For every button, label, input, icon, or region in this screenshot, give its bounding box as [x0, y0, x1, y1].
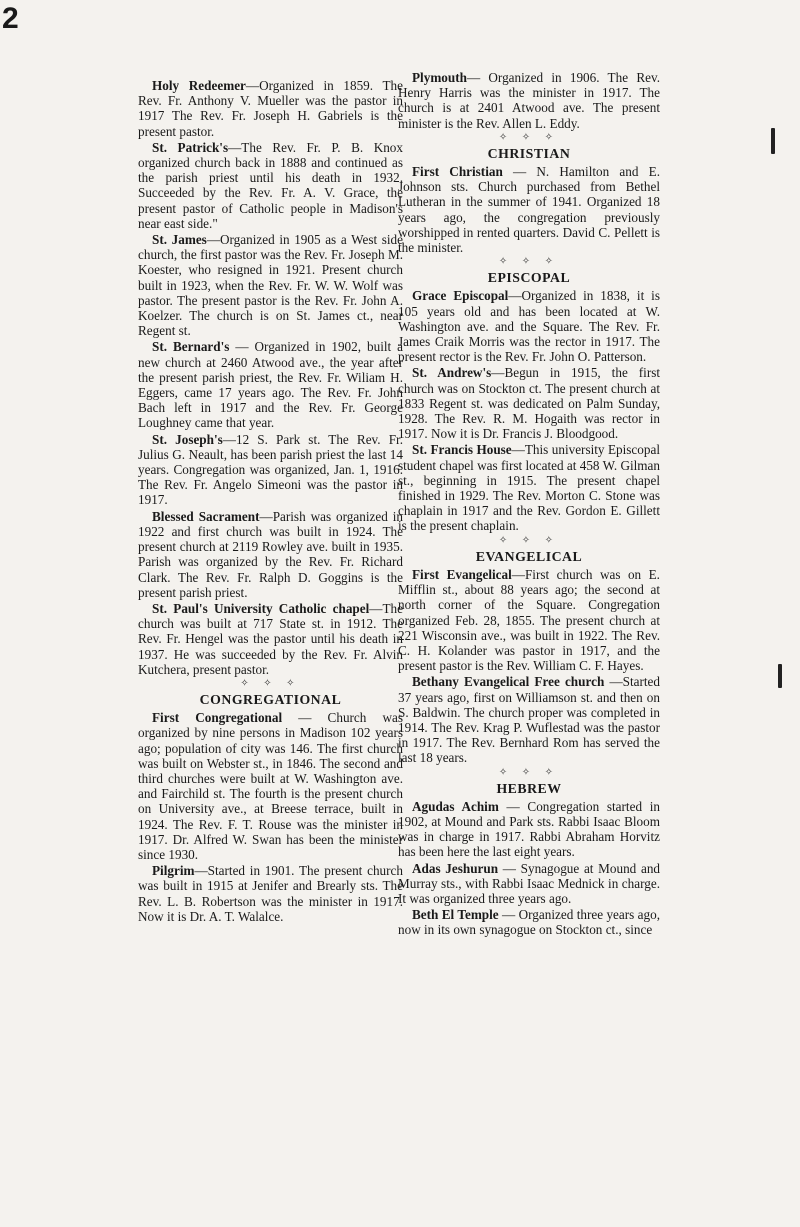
church-name: Holy Redeemer	[152, 78, 246, 93]
church-description: —12 S. Park st. The Rev. Fr. Julius G. Neault, has been parish priest the last 14 years. Congregation was organized, Jan. 1, 1916. The Rev. Fr. Angelo Simeoni was the pastor in 1917.	[138, 431, 403, 508]
church-entry	[398, 288, 660, 364]
church-name: St. Joseph's	[152, 431, 223, 447]
section-divider: ✧ ✧ ✧	[498, 766, 560, 778]
church-entry	[138, 339, 403, 430]
section-divider: ✧ ✧ ✧	[498, 131, 560, 143]
church-name: Grace Episcopal	[412, 288, 509, 304]
church-entry	[398, 442, 660, 533]
church-entry	[398, 567, 660, 673]
church-description: — Synagogue at Mound and Murray sts., with Rabbi Isaac Mednick in charge. It was organized three years ago.	[398, 860, 661, 906]
church-name: St. Andrew's	[412, 365, 492, 381]
edge-mark-bottom	[778, 664, 782, 688]
church-description: —This university Episcopal student chapel was first located at 458 W. Gilman st., beginning in 1915. The present chapel finished in 1929. The Rev. Morton C. Stone was chaplain in 1917 and the Rev. Gordon E. Gillett is the present chaplain.	[398, 442, 660, 534]
church-entry	[398, 674, 660, 765]
church-name: First Christian	[412, 164, 503, 180]
church-description: —Organized in 1859. The Rev. Fr. Anthony V. Mueller was the pastor in 1917 The Rev. Fr. Joseph H. Gabriels is the present pastor.	[138, 78, 403, 139]
church-entry	[398, 799, 660, 860]
church-entry	[138, 140, 403, 231]
section-divider: ✧ ✧ ✧	[240, 677, 301, 689]
church-entry	[398, 70, 660, 131]
church-entry	[138, 232, 403, 338]
church-description: — Organized three years ago, now in its own synagogue on Stockton ct., since	[398, 907, 660, 938]
church-entry	[138, 78, 403, 139]
church-name: St. James	[152, 232, 207, 248]
church-entry	[398, 365, 660, 441]
church-description: —Started in 1901. The present church was built in 1915 at Jenifer and Brearly sts. The Rev. L. B. Robertson was the minister in 1917. Now it is Dr. A. T. Walalce.	[138, 863, 403, 924]
church-entry	[138, 432, 403, 508]
church-entry	[398, 164, 660, 255]
section-divider: ✧ ✧ ✧	[498, 256, 560, 268]
church-name: St. Francis House	[412, 442, 512, 458]
church-description: — N. Hamilton and E. Johnson sts. Church purchased from Bethel Lutheran in the summer of 1941. Organized 18 years ago, the congregation previously worshipped in rented quarters. David C. Pellett is the minister.	[398, 164, 661, 256]
left-column	[138, 78, 403, 925]
church-name: Adas Jeshurun	[412, 860, 499, 876]
church-name: Pilgrim	[152, 863, 195, 879]
church-entry	[138, 863, 403, 924]
church-entry	[138, 710, 403, 862]
edge-mark-top	[771, 128, 775, 154]
church-name: Bethany Evangelical Free church	[412, 674, 605, 690]
church-description: — Organized in 1902, built a new church at 2460 Atwood ave., the year after the present parish priest, the Rev. Fr. Wiliam H. Eggers, came 17 years ago. The Rev. Fr. John Bach left in 1917 and the Rev. Fr. George Loughney came that year.	[138, 339, 403, 431]
section-divider: ✧ ✧ ✧	[498, 534, 560, 546]
section-heading: EPISCOPAL	[487, 270, 571, 286]
church-entry	[398, 861, 660, 907]
church-name: First Evangelical	[412, 566, 512, 582]
church-name: Blessed Sacrament	[152, 508, 260, 524]
church-description: — Congregation started in 1902, at Mound and Park sts. Rabbi Isaac Bloom was in charge in 1917. Rabbi Abraham Horvitz has been here the last eight years.	[398, 798, 660, 860]
church-name: St. Patrick's	[152, 139, 229, 155]
church-name: First Congregational	[152, 710, 283, 726]
church-name: St. Paul's University Catholic chapel	[152, 600, 370, 616]
section-heading: CHRISTIAN	[487, 145, 571, 161]
church-entry	[138, 601, 403, 677]
section-heading: HEBREW	[496, 780, 562, 796]
church-description: —The Rev. Fr. P. B. Knox organized church back in 1888 and continued as the parish priest until his death in 1932. Succeeded by the Rev. Fr. A. V. Grace, the present pastor of Catholic people in Madison's near east side."	[138, 139, 403, 231]
right-column	[398, 70, 660, 939]
church-description: —Begun in 1915, the first church was on Stockton ct. The present church at 1833 Regent st. was dedicated on Palm Sunday, 1928. The Rev. R. M. Hogaith was rector in 1917. Now it is Dr. Francis J. Bloodgood.	[398, 365, 661, 442]
church-description: —Started 37 years ago, first on Williamson st. and then on S. Baldwin. The church proper was completed in 1914. The Rev. Krag P. Wuflestad was the pastor in 1917. The Rev. Bernhard Rom has served the last 18 years.	[398, 674, 660, 766]
church-description: —The church was built at 717 State st. in 1912. The Rev. Fr. Hengel was the pastor until his death in 1937. He was succeeded by the Rev. Fr. Alvin Kutchera, present pastor.	[138, 600, 403, 677]
section-heading: CONGREGATIONAL	[199, 691, 342, 707]
church-description: —First church was on E. Mifflin st., about 88 years ago; the second at north corner of the Square. Congregation organized Feb. 28, 1855. The present church at 221 Wisconsin ave., was built in 1922. The Rev. C. H. Kolander was pastor in 1917, and the present pastor is the Rev. William C. F. Hayes.	[398, 566, 660, 674]
church-description: — Organized in 1906. The Rev. Henry Harris was the minister in 1917. The church is at 2401 Atwood ave. The present minister is the Rev. Allen L. Eddy.	[398, 70, 660, 131]
church-name: Plymouth	[412, 70, 467, 85]
church-description: — Church was organized by nine persons in Madison 102 years ago; population of city was 146. The first church was built on Webster st., in 1846. The second and third churches were built at W. Washington ave. and Fairchild st. The fourth is the present church on University ave., at Breese terrace, built in 1924. The Rev. F. T. Rouse was the minister in 1917. Dr. Alfred W. Swan has been the minister since 1930.	[138, 710, 403, 862]
church-name: Beth El Temple	[412, 907, 499, 923]
church-entry	[138, 509, 403, 600]
church-entry	[398, 907, 660, 937]
church-name: St. Bernard's	[152, 339, 230, 355]
church-name: Agudas Achim	[412, 798, 499, 814]
church-description: —Organized in 1905 as a West side church, the first pastor was the Rev. Fr. Joseph M. Koester, who resigned in 1921. Present church built in 1923, when the Rev. Fr. W. W. Wolf was pastor. The present pastor is the Rev. Fr. John A. Koelzer. The church is on St. James ct., near Regent st.	[138, 232, 403, 339]
page-number: 2	[2, 2, 19, 35]
church-description: —Parish was organized in 1922 and first church was built in 1924. The present church at 2119 Rowley ave. built in 1935. Parish was organized by the Rev. Fr. Richard Clark. The Rev. Fr. Ralph D. Goggins is the present parish priest.	[138, 508, 403, 600]
section-heading: EVANGELICAL	[475, 548, 583, 564]
church-description: —Organized in 1838, it is 105 years old and has been located at W. Washington ave. and the Square. The Rev. Fr. James Craik Morris was the rector in 1917. The present rector is the Rev. Fr. John O. Patterson.	[398, 288, 660, 365]
